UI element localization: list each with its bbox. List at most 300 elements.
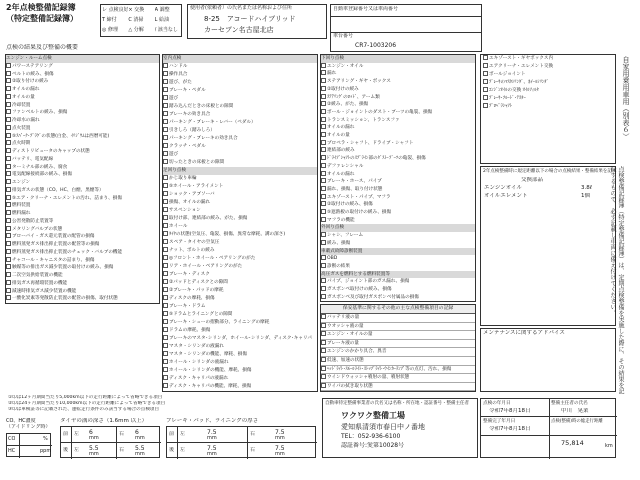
check-box[interactable] [321,209,326,214]
item-label: パワーステアリング [12,63,53,69]
check-box[interactable] [321,232,326,237]
item-label: 操作具合 [169,72,188,77]
check-box[interactable] [321,155,326,160]
check-box[interactable] [163,215,168,220]
check-box[interactable] [321,294,326,299]
item-label: 切ったときの床板との隙間 [169,160,225,165]
check-box[interactable] [6,272,11,277]
check-box[interactable] [321,163,326,168]
inspection-item [163,335,317,343]
inspection-item [321,178,475,186]
dates-box [480,398,616,458]
brake-box [166,426,316,458]
check-box[interactable] [6,156,11,161]
inspection-item [321,217,475,225]
inspection-item [321,140,475,148]
inspection-item [6,218,159,226]
check-box[interactable] [6,164,11,169]
check-box[interactable] [6,63,11,68]
check-box[interactable] [6,140,11,145]
check-box[interactable] [163,71,168,76]
check-box[interactable] [6,241,11,246]
check-box[interactable] [321,171,326,176]
part-name: オイルエレメント [484,193,528,199]
inspection-column-1 [5,54,160,304]
maintenance-item [321,374,475,383]
check-box[interactable] [163,319,168,324]
item-label: ブレーキ・シューの摺動部分、ライニングの摩耗 [169,320,270,325]
item-label: 外回り点検 [321,225,344,231]
check-box[interactable] [321,78,326,83]
item-label: ②取付けの緩み、損傷 [327,202,373,208]
check-box[interactable] [163,367,168,372]
check-box[interactable] [6,78,11,83]
inspection-item [6,210,159,218]
item-label: 冷却水の漏れ [12,118,40,123]
check-box[interactable] [321,194,326,199]
check-box[interactable] [163,383,168,388]
check-box[interactable] [163,263,168,268]
tire-unit: mm [135,451,145,457]
tire-rr-label: 右 [119,447,125,453]
item-label: ウインドウォッシャ噴射の量、噴射状態 [327,375,410,381]
inspection-item [163,119,317,127]
check-box[interactable] [163,159,168,164]
inspection-item [321,209,475,217]
check-box[interactable] [163,135,168,140]
check-box[interactable] [483,87,488,92]
item-label: ブレーキ・ドラム [169,304,206,309]
page-subtitle: （特定整備記録簿） [6,14,78,23]
hc-label: HC [8,448,16,454]
check-box[interactable] [483,103,488,108]
check-box[interactable] [163,79,168,84]
tire-rear: 後 [63,447,69,453]
brake-fr-value: 7.5 [275,429,285,436]
check-box[interactable] [163,207,168,212]
check-box[interactable] [321,109,326,114]
complete-date: 令和7年8月18日 [489,426,531,432]
inspection-item [163,287,317,295]
inspection-item [163,151,317,159]
check-box[interactable] [6,226,11,231]
item-label: エキゾースト・ギヤボックス内 [489,56,554,61]
item-label: ｽﾃｱﾘﾝｸﾞのﾛｯﾄﾞ、アーム類 [327,94,380,100]
item-label: エンジンのかかり具合、異音 [327,349,387,355]
check-box[interactable] [321,263,326,268]
check-box[interactable] [321,323,326,328]
check-box[interactable] [321,124,326,129]
brake-front: 前 [169,431,175,437]
right-item [481,79,615,87]
check-box[interactable] [163,151,168,156]
inspection-item [321,86,475,94]
check-box[interactable] [163,223,168,228]
check-box[interactable] [6,71,11,76]
footnote: ③印は車検証等に記載された、運転走行条件のみ該当する場合の点検項目 [8,407,160,412]
inspection-item [163,327,317,335]
check-box[interactable] [6,187,11,192]
check-box[interactable] [6,249,11,254]
tire-rr-value: 5.5 [135,445,145,452]
check-box[interactable] [6,86,11,91]
co-hc-sub: （アイドリング時） [6,424,51,430]
inspection-item [6,295,159,303]
item-label: オイルの量 [327,133,350,138]
shop-tel: TEL：052-936-6100 [341,433,401,440]
item-label: 遊び、がた [169,80,192,85]
inspection-item [6,195,159,203]
check-box[interactable] [163,183,168,188]
inspection-item [163,103,317,111]
check-box[interactable] [163,119,168,124]
maintenance-item [321,314,475,323]
check-box[interactable] [6,288,11,293]
item-label: メタリングバルブの状態 [12,226,63,232]
brake-fl-value: 7.5 [207,429,217,436]
check-box[interactable] [321,383,326,388]
tire-rl-label: 左 [74,447,80,453]
item-label: ﾍｯﾄﾞﾗｲﾄ･ｽﾓｰﾙﾗｲﾄ･ｽﾄｯﾌﾟﾗｲﾄ･ｳｲﾝｶｰﾗﾝﾌﾟ等の点灯、汚れ、損傷 [327,366,452,372]
tire-unit: mm [135,435,145,441]
item-label: トランスミッション、トランスファ [327,117,400,123]
check-box[interactable] [6,117,11,122]
item-label: 高圧ガスを燃料とする燃料装置等 [321,271,390,277]
inspection-item [163,87,317,95]
item-label: ⑤ドラムとライニングとの隙間 [169,312,233,317]
check-box[interactable] [6,148,11,153]
inspection-item [321,124,475,132]
shop-cert: 認証番号:愛第10028号 [341,442,405,449]
inspection-item [163,191,317,199]
check-box[interactable] [321,278,326,283]
legend-item: T 締付 [102,17,117,23]
inspection-item [163,135,317,143]
item-label: シャシ、フレーム [327,233,364,239]
maintenance-header: 保安基準に関するその他の主な点検整備項目の記録 [321,305,475,314]
check-box[interactable] [321,147,326,152]
check-box[interactable] [321,366,326,371]
maintenance-item [321,340,475,349]
check-box[interactable] [321,117,326,122]
check-box[interactable] [6,171,11,176]
item-label: 排気ガスの状態（CO、HC、白煙、黒煙等） [12,187,104,193]
check-box[interactable] [321,86,326,91]
item-label: エンジン [12,180,31,185]
check-box[interactable] [163,295,168,300]
check-box[interactable] [321,140,326,145]
section-header [321,248,475,256]
inspection-item [163,263,317,271]
check-box[interactable] [321,255,326,260]
check-box[interactable] [321,94,326,99]
item-label: スペア・タイヤの空気圧 [169,240,220,245]
check-box[interactable] [163,103,168,108]
legend-item: L 給油 [154,17,170,23]
check-box[interactable] [321,374,326,379]
legend-item: × 交換 [128,7,145,13]
item-label: ディスク・キャリパの液漏れ [169,376,229,381]
item-label: エンジン・ルーム点検 [6,56,52,61]
check-box[interactable] [163,175,168,180]
vertical-note: 点検整備記録簿（特定整備記録簿）は、定期点検整備を実施した際に、その結果を記録するもので、必ず記載し車両に備え付けてください。 [609,166,624,394]
item-label: 二次空気供給装置の機能 [12,273,63,278]
check-box[interactable] [321,331,326,336]
check-box[interactable] [483,55,488,60]
inspection-item [163,247,317,255]
item-label: ﾀｲﾔの状態(空気圧、亀裂、損傷、異常な摩耗、溝の深さ) [169,232,286,237]
item-label: ウオッシャ液の量 [327,323,364,329]
check-box[interactable] [6,109,11,114]
inspection-item [6,63,159,71]
inspection-item [163,255,317,263]
inspection-item [321,63,475,71]
check-box[interactable] [6,233,11,238]
tire-fl-value: 6 [89,429,93,436]
tire-fl-label: 左 [74,431,80,437]
check-box[interactable] [321,240,326,245]
user-address: カーセブン名古屋北店 [204,26,274,34]
brake-rr-value: 7.5 [275,445,285,452]
check-box[interactable] [321,314,326,319]
check-box[interactable] [321,186,326,191]
item-label: エンジン・オイルの量 [327,332,373,338]
check-box[interactable] [321,286,326,291]
inspection-item [6,148,159,156]
inspection-item [321,155,475,163]
inspection-item [6,280,159,288]
inspection-item [321,201,475,209]
legend-box [100,4,182,37]
inspection-item [163,383,317,391]
footnote: ②印は24ヶ月期間当たり10,000km以下の走行距離によって省略できる項目 [8,401,166,406]
item-label: ホイール [169,224,188,229]
inspection-item [6,117,159,125]
inspection-item [321,240,475,248]
check-box[interactable] [163,199,168,204]
item-label: ガスボンベ及び取付ガスボンベ付属品の損傷 [327,294,419,300]
item-label: ショック・アブソーバ [169,192,215,197]
inspection-item [163,303,317,311]
item-label: ブレーキ液の量 [327,340,359,346]
check-box[interactable] [6,264,11,269]
item-label: OBD [327,256,338,262]
inspection-item [6,288,159,296]
item-label: 遊び [169,152,179,157]
inspection-item [163,63,317,71]
item-label: 下回り点検 [321,56,344,61]
check-box[interactable] [6,295,11,300]
check-box[interactable] [163,311,168,316]
item-label: 低速、加速の状態 [327,357,364,363]
check-box[interactable] [163,351,168,356]
item-label: ブローバイ・ガス還元装置の配管の損傷 [12,234,95,240]
item-label: 燃料蒸発ガス排出抑止装置の配管等の損傷 [12,242,100,247]
inspection-item [6,241,159,249]
inspection-item [6,171,159,179]
check-box[interactable] [163,255,168,260]
inspection-item [163,231,317,239]
check-box[interactable] [163,231,168,236]
item-label: ナット、ボルトの緩み [169,248,215,253]
item-label: ファンベルトの緩み、損傷 [12,110,68,116]
check-box[interactable] [6,195,11,200]
hc-unit: ppm [40,448,52,454]
inspection-item [321,94,475,102]
shop-label: 自動車特定整備事業者の氏名又は名称・所在地・認証番号・整備主任者 [325,401,469,406]
item-label: 遊び [169,96,179,101]
check-box[interactable] [483,71,488,76]
inspection-item [163,95,317,103]
item-label: 減速時排気ガス減少装置の機能 [12,288,77,294]
user-label: 使用者(依頼者）の氏名または名称および住所 [190,5,292,11]
check-box[interactable] [163,375,168,380]
check-box[interactable] [6,280,11,285]
check-box[interactable] [163,247,168,252]
legend-item: A 調整 [154,7,170,13]
tire-title: タイヤの溝の深さ（1.6mm 以上） [60,418,148,424]
inspection-item [321,70,475,78]
check-box[interactable] [483,95,488,100]
inspection-item [6,102,159,110]
check-box[interactable] [321,63,326,68]
check-box[interactable] [483,79,488,84]
item-label: リア・ホイール・ベアリングのがた [169,264,243,269]
check-box[interactable] [6,102,11,107]
item-label: ボールジョイント [489,72,526,77]
chief-name: 中川 晃業 [561,408,589,414]
inspection-item [321,286,475,294]
item-label: 漏れ、損傷、取り付け状態 [327,186,383,192]
item-label: オイルの漏れ [327,125,355,131]
shop-name: ワクワク整備工場 [341,411,405,420]
check-box[interactable] [321,217,326,222]
check-box[interactable] [321,178,326,183]
inspection-column-3 [320,54,476,302]
advice-label: メンテナンスに関するアドバイス [483,330,565,336]
check-box[interactable] [321,357,326,362]
tire-unit: mm [89,451,99,457]
check-box[interactable] [163,271,168,276]
item-label: 引きしろ（踏みしろ） [169,128,215,133]
check-box[interactable] [163,95,168,100]
right-item [481,95,615,103]
inspection-item [321,186,475,194]
check-box[interactable] [163,63,168,68]
inspection-item [163,311,317,319]
tire-fr-label: 右 [119,431,125,437]
item-label: バッテリ、電気配線 [12,156,54,162]
inspection-item [163,79,317,87]
check-box[interactable] [321,201,326,206]
inspection-item [321,194,475,202]
item-label: ターミナル部の緩み、腐食 [12,164,68,170]
check-box[interactable] [6,210,11,215]
check-box[interactable] [163,191,168,196]
check-box[interactable] [321,101,326,106]
item-label: 取付け部、連結部の緩み、がた、損傷 [169,216,248,221]
check-box[interactable] [163,87,168,92]
check-box[interactable] [321,70,326,75]
item-label: ②取り付けの緩み [12,79,49,85]
item-label: ガスボンベ取付けの緩み、損傷 [327,287,392,292]
check-box[interactable] [321,348,326,353]
inspection-item [6,94,159,102]
check-box[interactable] [6,218,11,223]
check-box[interactable] [6,179,11,184]
item-label: 連結部の緩み [327,148,355,154]
chassis-value: CR7-1003206 [355,42,397,49]
odometer-label: 点検(整備)時の総走行距離 [551,419,603,424]
item-label: 公害発散防止装置等 [12,218,54,224]
check-box[interactable] [6,125,11,130]
check-box[interactable] [163,287,168,292]
item-label: ホイール・シリンダの機能、摩耗、損傷 [169,368,252,373]
check-box[interactable] [163,303,168,308]
inspect-date-label: 点検の年月日 [483,401,511,406]
item-label: ②ブレーキ・パッドの摩耗 [169,288,224,293]
check-box[interactable] [163,359,168,364]
item-label: 診断の結果 [327,263,350,269]
brake-unit: mm [207,451,217,457]
item-label: パイプ、ジョイント部のガス漏れ、損傷 [327,279,410,285]
brake-rear: 後 [169,447,175,453]
brake-unit: mm [275,451,285,457]
brake-rl-label: 左 [180,447,186,453]
check-box[interactable] [321,132,326,137]
co-label: CO [8,436,16,442]
inspect-date: 令和7年8月18日 [489,408,531,414]
inspection-item [6,233,159,241]
item-label: ブレーキ・ペダル [169,88,206,93]
check-box[interactable] [321,340,326,345]
legend-item: レ 点検良好 [102,7,129,13]
check-box[interactable] [163,239,168,244]
inspection-item [6,125,159,133]
check-box[interactable] [163,343,168,348]
check-box[interactable] [163,127,168,132]
section-header [321,271,475,279]
item-label: ディストリビュータのキャップの状態 [12,149,90,154]
check-box[interactable] [163,279,168,284]
check-box[interactable] [6,133,11,138]
item-label: かじ取り車輪 [169,176,197,181]
brake-unit: mm [207,435,217,441]
check-box[interactable] [6,94,11,99]
item-label: ステアリング・ギヤ・ボックス [327,79,391,85]
item-label: パーキング・ブレーキ・レバー（ペダル） [169,120,256,125]
check-box[interactable] [163,111,168,116]
check-box[interactable] [163,143,168,148]
item-label: パーキング・ブレーキの効き具合 [169,136,238,141]
check-box[interactable] [163,327,168,332]
check-box[interactable] [163,335,168,340]
inspection-item [6,164,159,172]
item-label: エキゾースト・パイプ、マフラ [327,194,391,200]
check-box[interactable] [6,257,11,262]
item-label: ブレーキのマスタ･シリンダ、ホイール･シリンダ、ディスク･キャリパ [169,336,313,341]
item-label: マスタ・シリンダの機能、摩耗、損傷 [169,352,247,357]
check-box[interactable] [6,202,11,207]
brake-title: ブレーキ・パッド、ライニングの厚さ [166,418,259,424]
check-box[interactable] [483,63,488,68]
part-qty: 1個 [581,193,590,199]
inspection-item [6,179,159,187]
parts-label: 交換部品 [521,177,544,183]
item-label: ﾄﾞﾗｲﾌﾞｼｬﾌﾄのｽﾌﾟﾗｲﾝ部のﾀﾞｽﾄ･ﾌﾞｰﾂの亀裂、損傷 [327,156,426,162]
item-label: 燃料漏れ [12,211,31,216]
right-item [481,103,615,111]
